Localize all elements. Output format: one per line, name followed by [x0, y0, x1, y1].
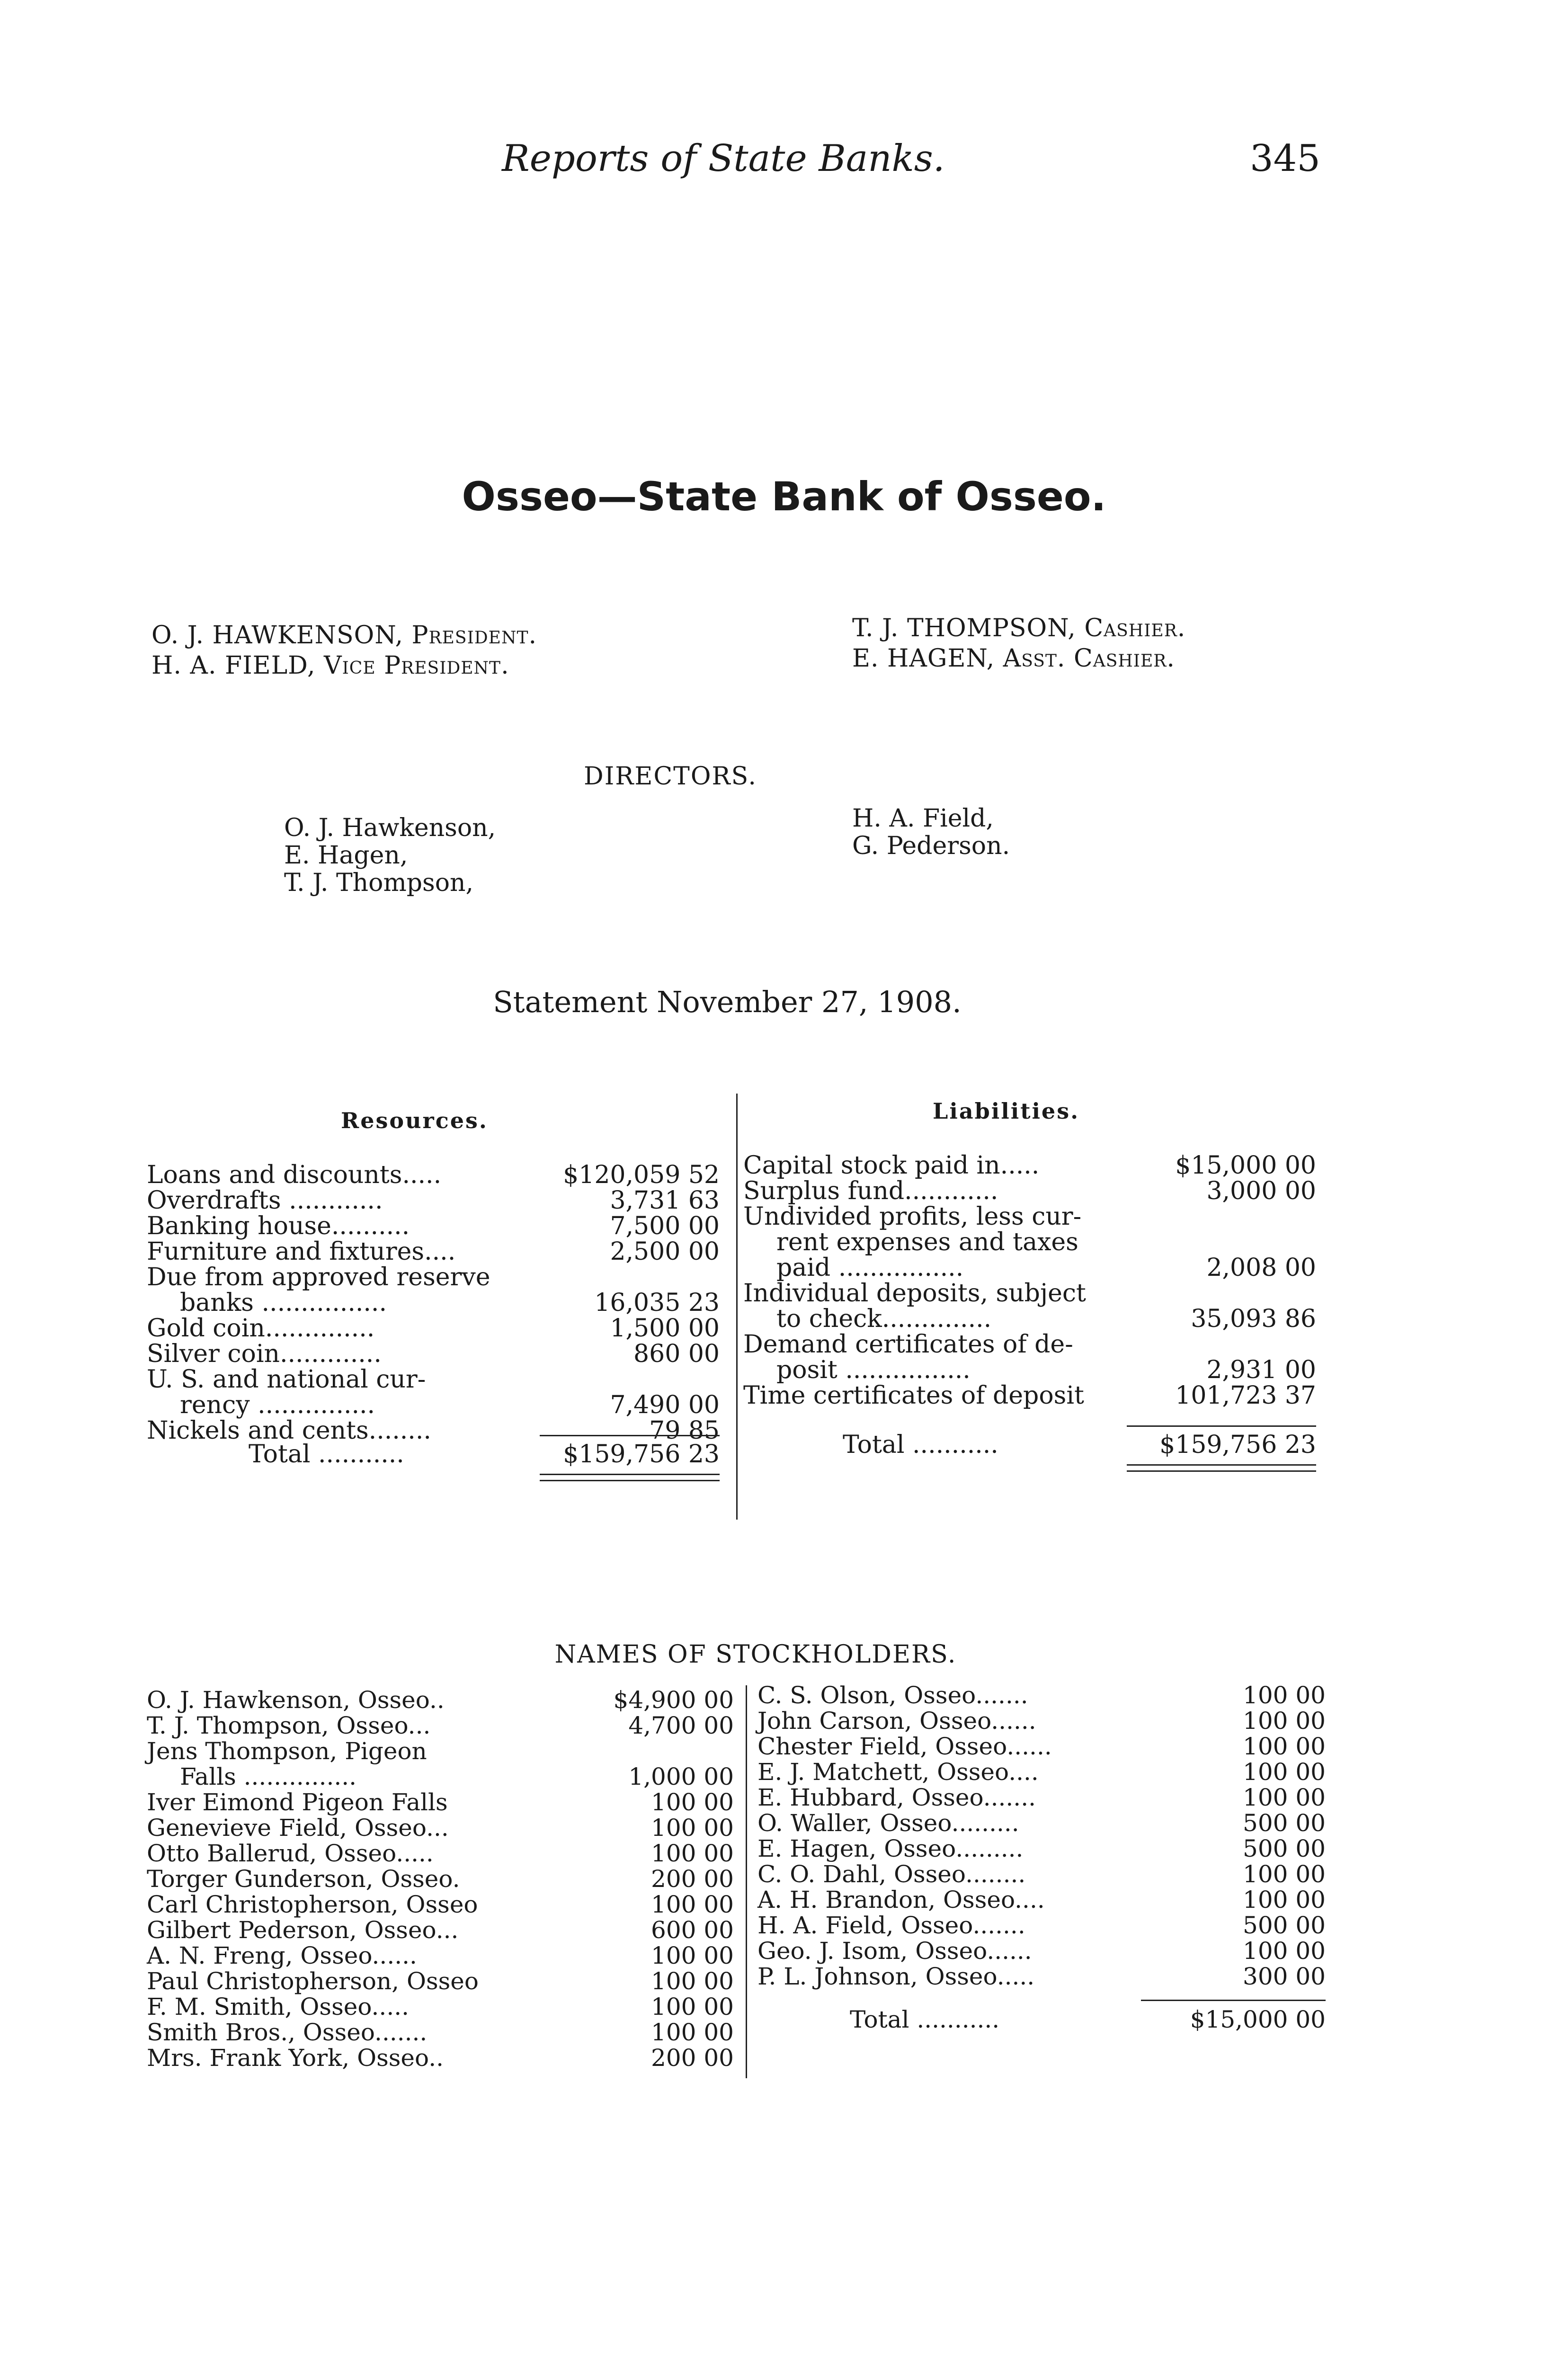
row-label: Paul Christopherson, Osseo — [147, 1967, 479, 1995]
total-label: Total ........... — [843, 1431, 998, 1459]
row-label: C. S. Olson, Osseo....... — [757, 1682, 1028, 1709]
row-amount: 100 00 — [651, 1967, 734, 1995]
row-amount: 500 00 — [1243, 1912, 1326, 1939]
stockholders-right — [757, 1683, 1326, 1990]
table-row — [757, 1887, 1326, 1913]
row-amount: $4,900 00 — [613, 1686, 734, 1714]
officers-right — [852, 613, 1185, 674]
row-amount: 860 00 — [633, 1340, 720, 1368]
stockholders-left — [147, 1688, 734, 2071]
table-row — [147, 1918, 734, 1943]
row-label: F. M. Smith, Osseo..... — [147, 1993, 410, 2020]
row-amount: 100 00 — [651, 1789, 734, 1816]
statement-title — [0, 985, 1568, 1019]
row-label: Loans and discounts..... — [147, 1161, 442, 1189]
row-amount: 3,731 63 — [610, 1186, 720, 1215]
table-row — [757, 1683, 1326, 1709]
row-label: Torger Gunderson, Osseo. — [147, 1865, 460, 1893]
table-row — [147, 1892, 734, 1918]
officer-vice-president: H. A. FIELD, Vice President. — [151, 651, 509, 680]
row-label: Furniture and fixtures.... — [147, 1237, 456, 1266]
row-amount: 100 00 — [651, 1993, 734, 2020]
stockholders-divider — [746, 1685, 747, 2078]
row-amount: 7,500 00 — [610, 1212, 720, 1240]
officers-left — [151, 620, 537, 681]
row-label: rency ............... — [180, 1391, 375, 1419]
row-label: Falls ............... — [180, 1763, 357, 1790]
table-row — [147, 1815, 734, 1841]
row-label: posit ................ — [776, 1356, 971, 1384]
total-amount: $159,756 23 — [563, 1440, 720, 1468]
row-label: O. Waller, Osseo......... — [757, 1809, 1019, 1837]
row-label: A. N. Freng, Osseo...... — [147, 1942, 417, 1969]
row-label: O. J. Hawkenson, Osseo.. — [147, 1686, 445, 1714]
table-row — [147, 1367, 720, 1392]
row-amount: 7,490 00 — [610, 1391, 720, 1419]
row-amount: 4,700 00 — [628, 1712, 734, 1739]
table-row — [147, 1790, 734, 1815]
row-amount: 600 00 — [651, 1916, 734, 1944]
table-row — [147, 1969, 734, 1994]
row-label: E. Hubbard, Osseo....... — [757, 1784, 1036, 1811]
row-amount: 2,008 00 — [1206, 1254, 1316, 1282]
row-amount: 300 00 — [1243, 1963, 1326, 1990]
directors-left — [284, 814, 496, 897]
column-divider — [736, 1094, 738, 1520]
row-label: A. H. Brandon, Osseo.... — [757, 1886, 1045, 1913]
table-row — [743, 1357, 1316, 1383]
total-label: Total ........... — [850, 2006, 1000, 2033]
table-row — [147, 1943, 734, 1969]
table-row — [147, 1239, 720, 1264]
liabilities-heading: Liabilities. — [933, 1098, 1080, 1124]
table-row — [147, 1392, 720, 1418]
row-amount: 79 85 — [649, 1416, 720, 1445]
director: E. Hagen, — [284, 841, 408, 870]
table-row — [757, 1811, 1326, 1836]
table-row — [147, 1316, 720, 1341]
table-row — [757, 1964, 1326, 1990]
resources-heading: Resources. — [341, 1108, 488, 1133]
total-label: Total ........... — [249, 1440, 404, 1468]
table-row — [743, 1178, 1316, 1204]
total-rule — [1141, 2000, 1326, 2001]
table-row — [147, 2020, 734, 2046]
row-amount: 2,931 00 — [1206, 1356, 1316, 1384]
director: T. J. Thompson, — [284, 869, 474, 897]
row-amount: 2,500 00 — [610, 1237, 720, 1266]
total-row — [147, 1442, 720, 1467]
row-amount: 100 00 — [651, 1840, 734, 1867]
row-label: Surplus fund............ — [743, 1177, 998, 1205]
row-label: Jens Thompson, Pigeon — [147, 1737, 427, 1765]
row-label: to check.............. — [776, 1305, 992, 1333]
row-label: T. J. Thompson, Osseo... — [147, 1712, 431, 1739]
table-row — [757, 1913, 1326, 1939]
row-label: Individual deposits, subject — [743, 1279, 1086, 1308]
row-amount: $15,000 00 — [1175, 1151, 1316, 1180]
directors-heading: DIRECTORS. — [584, 762, 757, 791]
statement-title-text: Statement November 27, 1908. — [493, 985, 962, 1019]
row-amount: 100 00 — [1243, 1733, 1326, 1760]
row-label: Carl Christopherson, Osseo — [147, 1891, 478, 1918]
total-row — [757, 2007, 1326, 2033]
row-label: Chester Field, Osseo...... — [757, 1733, 1052, 1760]
director: H. A. Field, — [852, 804, 994, 833]
row-amount: 100 00 — [651, 1891, 734, 1918]
table-row — [743, 1255, 1316, 1281]
table-row — [147, 1764, 734, 1790]
row-amount: 1,000 00 — [628, 1763, 734, 1790]
row-amount: 200 00 — [651, 1865, 734, 1893]
table-row — [743, 1306, 1316, 1332]
row-amount: 100 00 — [651, 1942, 734, 1969]
table-row — [147, 1994, 734, 2020]
total-row — [743, 1432, 1316, 1458]
stockholders-heading: NAMES OF STOCKHOLDERS. — [554, 1640, 957, 1669]
row-label: paid ................ — [776, 1254, 964, 1282]
row-label: Silver coin............. — [147, 1340, 382, 1368]
table-row — [743, 1332, 1316, 1357]
row-label: Time certificates of deposit — [743, 1381, 1084, 1410]
row-label: Due from approved reserve — [147, 1263, 490, 1291]
table-row — [147, 1162, 720, 1188]
row-label: E. Hagen, Osseo......... — [757, 1835, 1024, 1862]
total-double-rule — [1127, 1464, 1316, 1472]
table-row — [757, 1734, 1326, 1760]
row-amount: 1,500 00 — [610, 1314, 720, 1343]
row-amount: 100 00 — [1243, 1758, 1326, 1786]
table-row — [757, 1760, 1326, 1785]
bank-title: Osseo—State Bank of Osseo. — [462, 473, 1106, 520]
row-label: John Carson, Osseo...... — [757, 1707, 1036, 1735]
row-amount: 200 00 — [651, 2044, 734, 2072]
table-row — [743, 1204, 1316, 1229]
table-row — [757, 1709, 1326, 1734]
table-row — [147, 1418, 720, 1443]
table-row — [147, 1290, 720, 1316]
row-amount: 100 00 — [1243, 1886, 1326, 1913]
row-label: Smith Bros., Osseo....... — [147, 2019, 428, 2046]
director: O. J. Hawkenson, — [284, 814, 496, 842]
row-label: H. A. Field, Osseo....... — [757, 1912, 1025, 1939]
table-row — [757, 1862, 1326, 1887]
row-amount: 100 00 — [1243, 1707, 1326, 1735]
row-label: E. J. Matchett, Osseo.... — [757, 1758, 1039, 1786]
row-label: Overdrafts ............ — [147, 1186, 383, 1215]
table-row — [147, 1264, 720, 1290]
total-double-rule — [540, 1474, 720, 1481]
table-row — [147, 1867, 734, 1892]
officer-cashier: T. J. THOMPSON, Cashier. — [852, 614, 1186, 642]
row-label: Otto Ballerud, Osseo..... — [147, 1840, 434, 1867]
row-amount: 500 00 — [1243, 1835, 1326, 1862]
resources-table — [147, 1162, 720, 1443]
row-amount: 100 00 — [1243, 1784, 1326, 1811]
table-row — [147, 1688, 734, 1713]
row-label: Gold coin.............. — [147, 1314, 375, 1343]
table-row — [147, 2046, 734, 2071]
row-label: Capital stock paid in..... — [743, 1151, 1040, 1180]
stockholders-total — [757, 2007, 1326, 2033]
table-row — [147, 1213, 720, 1239]
row-label: Iver Eimond Pigeon Falls — [147, 1789, 448, 1816]
row-label: Nickels and cents........ — [147, 1416, 431, 1445]
row-amount: 100 00 — [1243, 1682, 1326, 1709]
row-amount: 100 00 — [651, 2019, 734, 2046]
row-amount: 100 00 — [1243, 1860, 1326, 1888]
liabilities-total — [743, 1432, 1316, 1458]
row-label: P. L. Johnson, Osseo..... — [757, 1963, 1035, 1990]
row-label: U. S. and national cur- — [147, 1365, 426, 1394]
page-number: 345 — [1250, 137, 1320, 180]
table-row — [147, 1713, 734, 1739]
table-row — [757, 1785, 1326, 1811]
row-label: banks ................ — [180, 1289, 387, 1317]
table-row — [757, 1939, 1326, 1964]
directors-right — [852, 805, 1010, 860]
total-rule — [1127, 1425, 1316, 1427]
liabilities-table — [743, 1153, 1316, 1408]
row-label: rent expenses and taxes — [776, 1228, 1078, 1256]
row-amount: 35,093 86 — [1191, 1305, 1316, 1333]
row-amount: 100 00 — [651, 1814, 734, 1842]
row-amount: 16,035 23 — [594, 1289, 720, 1317]
officer-asst-cashier: E. HAGEN, Asst. Cashier. — [852, 644, 1175, 673]
table-row — [743, 1281, 1316, 1306]
row-amount: 500 00 — [1243, 1809, 1326, 1837]
row-amount: 3,000 00 — [1206, 1177, 1316, 1205]
row-label: Mrs. Frank York, Osseo.. — [147, 2044, 444, 2072]
resources-total — [147, 1442, 720, 1467]
table-row — [147, 1739, 734, 1764]
running-title: Reports of State Banks. — [502, 137, 945, 180]
director: G. Pederson. — [852, 832, 1010, 860]
row-amount: 101,723 37 — [1175, 1381, 1316, 1410]
table-row — [147, 1841, 734, 1867]
row-label: C. O. Dahl, Osseo........ — [757, 1860, 1026, 1888]
total-amount: $15,000 00 — [1190, 2006, 1326, 2033]
row-label: Gilbert Pederson, Osseo... — [147, 1916, 459, 1944]
table-row — [147, 1188, 720, 1213]
table-row — [743, 1153, 1316, 1178]
row-amount: 100 00 — [1243, 1937, 1326, 1965]
row-label: Geo. J. Isom, Osseo...... — [757, 1937, 1032, 1965]
total-amount: $159,756 23 — [1159, 1431, 1316, 1459]
row-label: Demand certificates of de- — [743, 1330, 1073, 1359]
row-label: Undivided profits, less cur- — [743, 1202, 1082, 1231]
table-row — [147, 1341, 720, 1367]
total-rule — [540, 1435, 720, 1436]
table-row — [743, 1383, 1316, 1408]
row-label: Genevieve Field, Osseo... — [147, 1814, 449, 1842]
table-row — [757, 1836, 1326, 1862]
table-row — [743, 1229, 1316, 1255]
row-label: Banking house.......... — [147, 1212, 410, 1240]
officer-president: O. J. HAWKENSON, President. — [151, 621, 537, 650]
row-amount: $120,059 52 — [563, 1161, 720, 1189]
